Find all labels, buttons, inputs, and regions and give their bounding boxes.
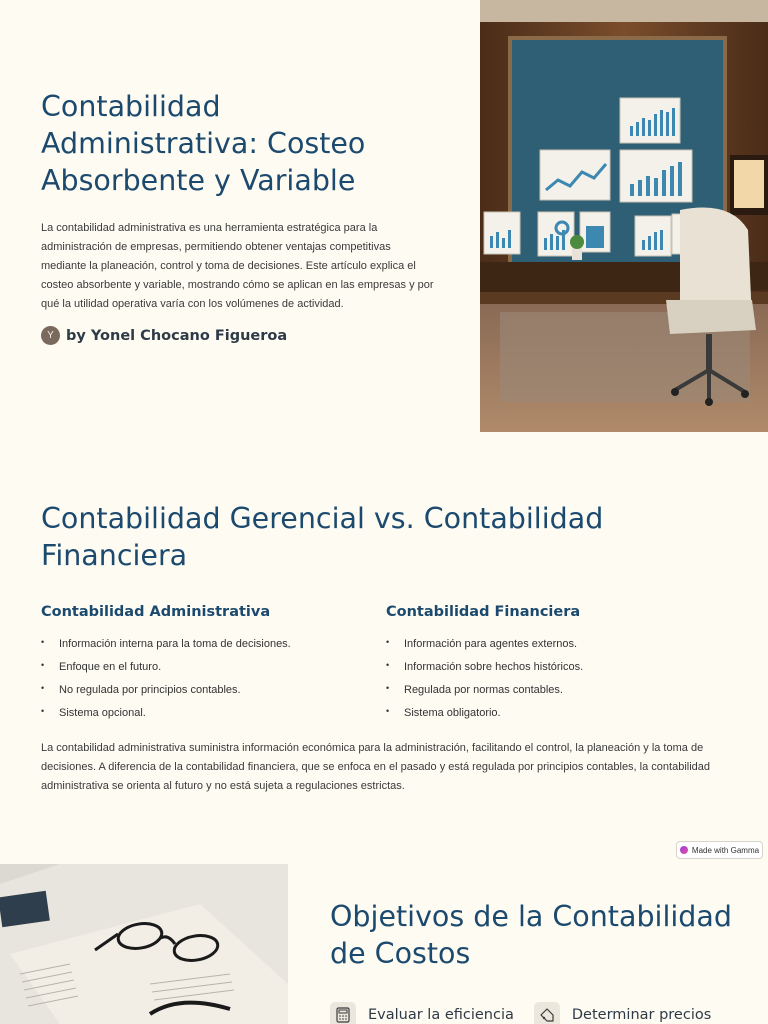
hero-description: La contabilidad administrativa es una herramienta estratégica para la administración de empresas, permitiendo obtener ventajas competitivas mediante la planeación, control y toma de decisiones. Este artículo explica el costeo absorbente y variable, mostrando cómo se aplican en las empresas y por qué la utilidad operativa varía con los volúmenes de actividad. [41, 222, 434, 310]
bullet-list [386, 633, 731, 725]
objective-item [534, 1002, 711, 1024]
comparison-description: La contabilidad administrativa suministra información económica para la administración, facilitando el control, la planeación y la toma de decisiones. A diferencia de la contabilidad financiera, que se enfoca en el pasado y está regulada por principios contables, la contabilidad administrativa se orienta al futuro y no está sujeta a regulaciones estrictas. [41, 742, 711, 792]
bullet-list [41, 633, 386, 725]
glasses-illustration [0, 864, 288, 1024]
list-item: • Información sobre hechos históricos. [386, 656, 731, 679]
objective-label: Evaluar la eficiencia [368, 1007, 514, 1023]
made-with-gamma-badge[interactable] [676, 841, 763, 859]
list-item: • Información interna para la toma de decisiones. [41, 633, 386, 656]
page-title: Contabilidad Administrativa: Costeo Absorbente y Variable [41, 90, 366, 197]
calculator-icon [330, 1002, 356, 1024]
badge-label: Made with Gamma [691, 845, 760, 855]
column-financiera [386, 603, 731, 725]
list-item: • No regulada por principios contables. [41, 679, 386, 702]
office-illustration [480, 0, 768, 432]
hero-section [0, 0, 768, 432]
objective-item [330, 1002, 514, 1024]
tag-icon [534, 1002, 560, 1024]
column-title: Contabilidad Administrativa [41, 604, 271, 620]
list-item: • Enfoque en el futuro. [41, 656, 386, 679]
hero-text [41, 88, 436, 345]
author-line [41, 326, 436, 345]
glasses-document-image [0, 864, 288, 1024]
section-title: Contabilidad Gerencial vs. Contabilidad Financiera [41, 502, 604, 572]
comparison-columns [41, 603, 731, 725]
list-item: • Información para agentes externos. [386, 633, 731, 656]
gamma-logo-icon [680, 846, 688, 854]
objectives-title: Objetivos de la Contabilidad de Costos [330, 900, 732, 970]
office-image [480, 0, 768, 432]
list-item: • Regulada por normas contables. [386, 679, 731, 702]
author-name: by Yonel Chocano Figueroa [66, 327, 288, 344]
comparison-section [41, 500, 731, 796]
avatar: Y [41, 326, 60, 345]
column-administrativa [41, 603, 386, 725]
list-item: • Sistema opcional. [41, 702, 386, 725]
list-item: • Sistema obligatorio. [386, 702, 731, 725]
objective-label: Determinar precios [571, 1007, 712, 1023]
column-title: Contabilidad Financiera [386, 604, 581, 620]
objectives-list [330, 1002, 711, 1024]
